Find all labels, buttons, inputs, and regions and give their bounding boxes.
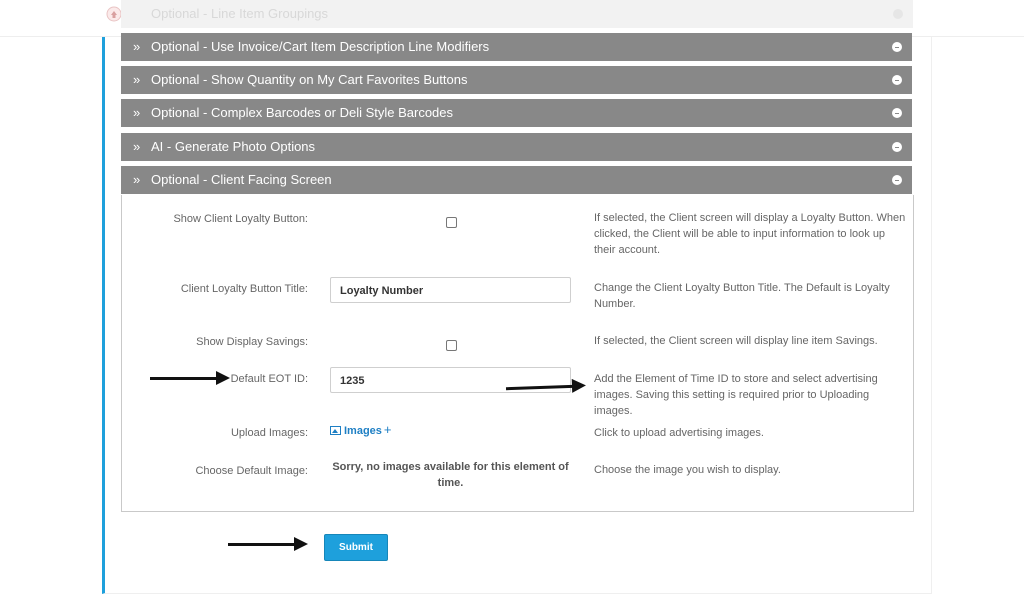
- accordion-header-client-facing-screen[interactable]: [121, 166, 912, 194]
- upload-images-label: Upload Images:: [230, 427, 308, 439]
- arrow-right-icon: [150, 377, 220, 380]
- plus-icon: +: [383, 422, 392, 437]
- minus-circle-icon: [892, 42, 902, 52]
- upload-images-help: Click to upload advertising images.: [594, 427, 764, 439]
- accordion-header-label: Optional - Client Facing Screen: [151, 172, 332, 187]
- image-icon: [330, 426, 341, 435]
- show-loyalty-button-checkbox[interactable]: [446, 217, 457, 228]
- loyalty-button-title-input[interactable]: Loyalty Number: [330, 277, 571, 303]
- accordion-header-label: Optional - Line Item Groupings: [151, 6, 329, 21]
- double-chevron-right-icon: »: [133, 139, 141, 154]
- loyalty-button-title-help: Change the Client Loyalty Button Title. The Default is Loyalty Number.: [594, 282, 890, 310]
- show-display-savings-label: Show Display Savings:: [196, 336, 308, 348]
- accordion-header-line-modifiers[interactable]: [121, 33, 912, 61]
- accordion-header-top-faded[interactable]: [121, 0, 913, 28]
- default-eot-id-input[interactable]: 1235: [330, 367, 571, 393]
- accordion-header-ai-photo[interactable]: [121, 133, 912, 161]
- minus-circle-icon: [892, 175, 902, 185]
- show-display-savings-checkbox[interactable]: [446, 340, 457, 351]
- loyalty-button-title-label: Client Loyalty Button Title:: [180, 283, 308, 295]
- minus-circle-icon: [893, 9, 903, 19]
- logo-icon: [106, 6, 122, 22]
- choose-default-image-help: Choose the image you wish to display.: [594, 464, 781, 476]
- double-chevron-right-icon: »: [133, 172, 141, 187]
- accordion-header-label: Optional - Use Invoice/Cart Item Description Line Modifiers: [151, 39, 490, 54]
- accordion-header-label: Optional - Complex Barcodes or Deli Style Barcodes: [151, 105, 454, 120]
- arrow-right-icon: [228, 543, 298, 546]
- double-chevron-right-icon: »: [133, 72, 141, 87]
- accordion-header-label: AI - Generate Photo Options: [151, 139, 316, 154]
- show-loyalty-button-label: Show Client Loyalty Button:: [173, 213, 308, 225]
- minus-circle-icon: [892, 108, 902, 118]
- no-images-message: Sorry, no images available for this element of time.: [332, 461, 569, 489]
- accordion-header-label: Optional - Show Quantity on My Cart Favorites Buttons: [151, 72, 468, 87]
- accordion-header-complex-barcodes[interactable]: [121, 99, 912, 127]
- double-chevron-right-icon: »: [133, 39, 141, 54]
- minus-circle-icon: [892, 75, 902, 85]
- images-link-text: Images: [344, 425, 382, 437]
- upload-images-link[interactable]: [330, 422, 392, 437]
- submit-button[interactable]: Submit: [324, 534, 388, 561]
- double-chevron-right-icon: »: [133, 105, 141, 120]
- default-eot-id-label: Default EOT ID:: [230, 373, 308, 385]
- show-loyalty-button-help: If selected, the Client screen will display a Loyalty Button. When clicked, the Client will be able to input information to look up their account.: [594, 212, 906, 256]
- show-display-savings-help: If selected, the Client screen will display line item Savings.: [594, 335, 878, 347]
- choose-default-image-label: Choose Default Image:: [195, 465, 308, 477]
- accordion-header-quantity-favorites[interactable]: [121, 66, 912, 94]
- minus-circle-icon: [892, 142, 902, 152]
- default-eot-id-help: Add the Element of Time ID to store and select advertising images. Saving this setting is required prior to Uploading images.: [594, 373, 878, 417]
